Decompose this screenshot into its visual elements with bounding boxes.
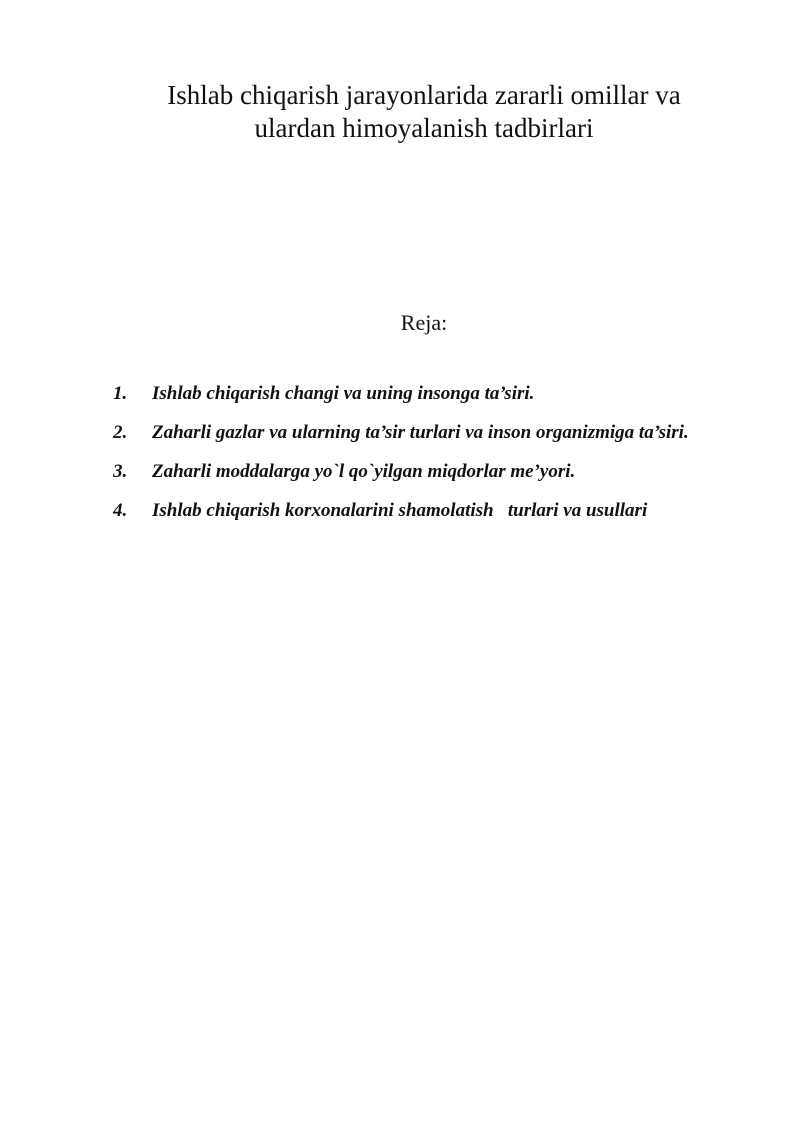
plan-list [113,378,733,534]
plan-item-number: 1. [113,383,128,404]
document-title-line-2: ulardan himoyalanish tadbirlari [254,113,594,143]
document-title-line-1: Ishlab chiqarish jarayonlarida zararli omillar va [167,80,681,110]
plan-item-text: Zaharli moddalarga yo`l qo`yilgan miqdorlar me’yori. [152,461,576,482]
plan-item-number: 2. [113,422,128,443]
plan-item-1 [113,378,733,410]
plan-item-3 [113,456,733,488]
plan-heading: Reja: [400,310,448,335]
plan-item-number: 3. [113,461,128,482]
plan-item-text: Zaharli gazlar va ularning ta’sir turlari va inson organizmiga ta’siri. [152,422,689,443]
plan-item-4 [113,495,733,527]
plan-item-number: 4. [113,500,128,521]
plan-item-text: Ishlab chiqarish changi va uning insonga ta’siri. [152,383,535,404]
plan-item-2 [113,417,733,449]
plan-item-text: Ishlab chiqarish korxonalarini shamolatish turlari va usullari [152,500,648,521]
document-title [100,79,748,145]
